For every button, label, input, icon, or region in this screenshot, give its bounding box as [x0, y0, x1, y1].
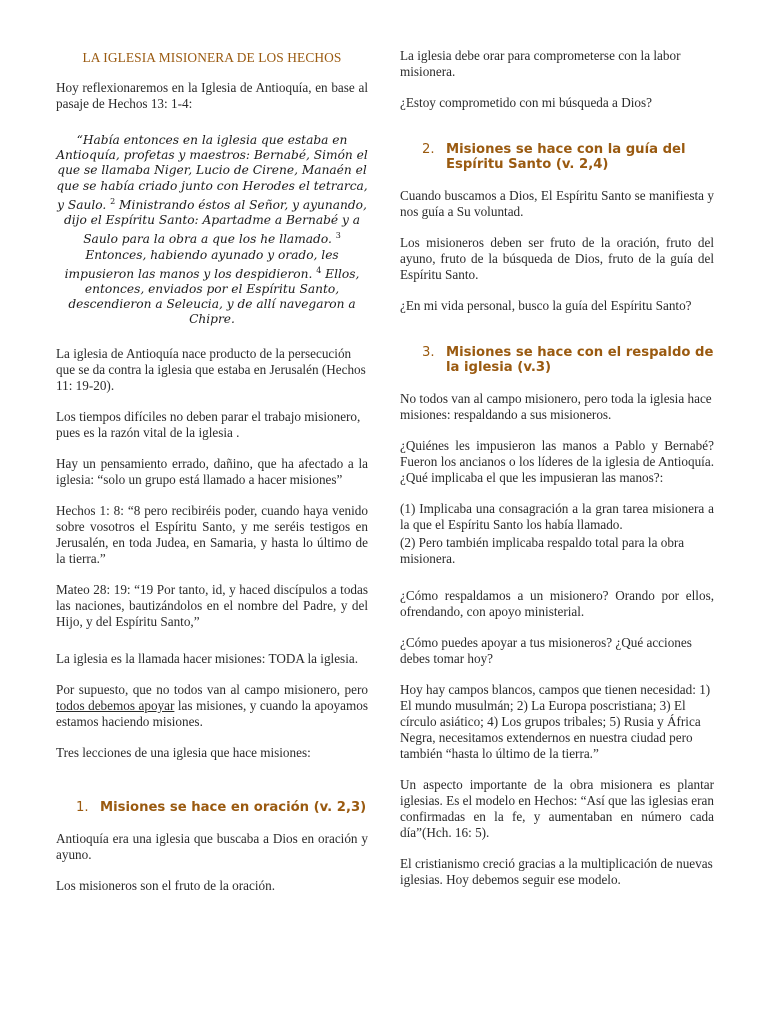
paragraph: Antioquía era una iglesia que buscaba a Dios en oración y ayuno.: [56, 830, 368, 862]
paragraph-text: (1) Implicaba una consagración a la gran tarea misionera a la que el Espíritu Santo los había llamado.: [400, 501, 714, 532]
paragraph: Hechos 1: 8: “8 pero recibiréis poder, cuando haya venido sobre vosotros el Espíritu Santo, y me seréis testigos en Jerusalén, en toda Judea, en Samaria, y hasta lo último de la tierra.”: [56, 502, 368, 566]
document-title: LA IGLESIA MISIONERA DE LOS HECHOS: [82, 50, 342, 65]
underlined-text: todos debemos apoyar: [56, 697, 175, 713]
paragraph: ¿Quiénes les impusieron las manos a Pablo y Bernabé? Fueron los ancianos o los líderes de la iglesia de Antioquía. ¿Qué implicaba el que les impusieran las manos?:: [400, 438, 714, 485]
paragraph: ¿Estoy comprometido con mi búsqueda a Dios?: [400, 95, 652, 110]
paragraph: [400, 501, 714, 533]
quote-text: “Había entonces en la iglesia que estaba en Antioquía, profetas y maestros: Bernabé, Simón el que se llamaba Niger, Lucio de Cirene, Manaén el que se había criado junto con Herodes el tetrarca, y Saulo.: [56, 133, 368, 212]
heading-text: Misiones se hace con la guía del Espíritu Santo (v. 2,4): [446, 142, 686, 172]
paragraph: La iglesia es la llamada hacer misiones: TODA la iglesia.: [56, 650, 359, 666]
verse-number: 2: [110, 196, 116, 206]
section-heading-2: [400, 142, 714, 172]
paragraph: El cristianismo creció gracias a la multiplicación de nuevas iglesias. Hoy debemos seguir ese modelo.: [400, 856, 713, 887]
paragraph: Los tiempos difíciles no deben parar el trabajo misionero, pues es la razón vital de la iglesia .: [56, 408, 361, 440]
paragraph: Los misioneros son el fruto de la oración.: [56, 877, 276, 893]
section-heading-1: [56, 800, 368, 815]
quote-text: Entonces, habiendo ayunado y orado, les impusieron las manos y los despidieron.: [64, 247, 339, 281]
paragraph: No todos van al campo misionero, pero toda la iglesia hace misiones: respaldando a sus misioneros.: [400, 391, 712, 422]
paragraph-text: Por supuesto, que no todos van al campo misionero, pero: [56, 681, 368, 697]
paragraph: Tres lecciones de una iglesia que hace misiones:: [56, 744, 311, 760]
heading-text: Misiones se hace en oración (v. 2,3): [100, 799, 367, 815]
scripture-quote: [56, 133, 368, 328]
paragraph: La iglesia debe orar para comprometerse con la labor misionera.: [400, 48, 681, 79]
paragraph: [56, 682, 368, 730]
quote-text: Ellos, entonces, enviados por el Espíritu Santo, descendieron a Seleucia, y de allí navegaron a Chipre.: [68, 266, 360, 327]
paragraph: Hay un pensamiento errado, dañino, que ha afectado a la iglesia: “solo un grupo está llamado a hacer misiones”: [56, 455, 368, 487]
paragraph-text: las misiones, y cuando la apoyamos estamos haciendo misiones.: [56, 697, 368, 729]
heading-text: Misiones se hace con el respaldo de la iglesia (v.3): [446, 345, 714, 375]
paragraph: ¿En mi vida personal, busco la guía del Espíritu Santo?: [400, 298, 692, 313]
intro-paragraph: Hoy reflexionaremos en la Iglesia de Antioquía, en base al pasaje de Hechos 13: 1-4:: [56, 80, 368, 111]
left-column: [56, 48, 368, 909]
verse-number: 4: [316, 265, 322, 275]
paragraph: ¿Cómo respaldamos a un misionero? Orando por ellos, ofrendando, con apoyo ministerial.: [400, 588, 714, 619]
right-column: [400, 48, 714, 903]
paragraph: Los misioneros deben ser fruto de la oración, fruto del ayuno, fruto de la búsqueda de Dios, fruto de la guía del Espíritu Santo.: [400, 235, 714, 282]
paragraph: ¿Cómo puedes apoyar a tus misioneros? ¿Qué acciones debes tomar hoy?: [400, 635, 692, 666]
paragraph: Cuando buscamos a Dios, El Espíritu Santo se manifiesta y nos guía a Su voluntad.: [400, 188, 714, 219]
paragraph: Mateo 28: 19: “19 Por tanto, id, y haced discípulos a todas las naciones, bautizándolos en el nombre del Padre, y del Hijo, y del Espíritu Santo,”: [56, 581, 368, 629]
heading-number: 1.: [76, 799, 89, 815]
heading-number: 3.: [422, 345, 435, 360]
paragraph: La iglesia de Antioquía nace producto de la persecución que se da contra la iglesia que estaba en Jerusalén (Hechos 11: 19-20).: [56, 345, 366, 393]
paragraph: Un aspecto importante de la obra misionera es plantar iglesias. Es el modelo en Hechos: “Así que las iglesias eran confirmadas en la fe, y aumentaban en número cada día”(Hch. 16: 5).: [400, 777, 714, 840]
paragraph: (2) Pero también implicaba respaldo total para la obra misionera.: [400, 535, 685, 566]
paragraph: Hoy hay campos blancos, campos que tienen necesidad: 1) El mundo musulmán; 2) La Europa poscristiana; 3) El círculo asiático; 4) Los grupos tribales; 5) Rusia y África Negra, necesitamos extendernos en nuestra ciudad pero también “hasta lo último de la tierra.”: [400, 682, 711, 761]
quote-text: Ministrando éstos al Señor, y ayunando, dijo el Espíritu Santo: Apartadme a Bernabé y a Saulo para la obra a que los he llamado.: [63, 197, 367, 247]
verse-number: 3: [335, 231, 341, 241]
section-heading-3: [400, 345, 714, 375]
heading-number: 2.: [422, 142, 435, 157]
